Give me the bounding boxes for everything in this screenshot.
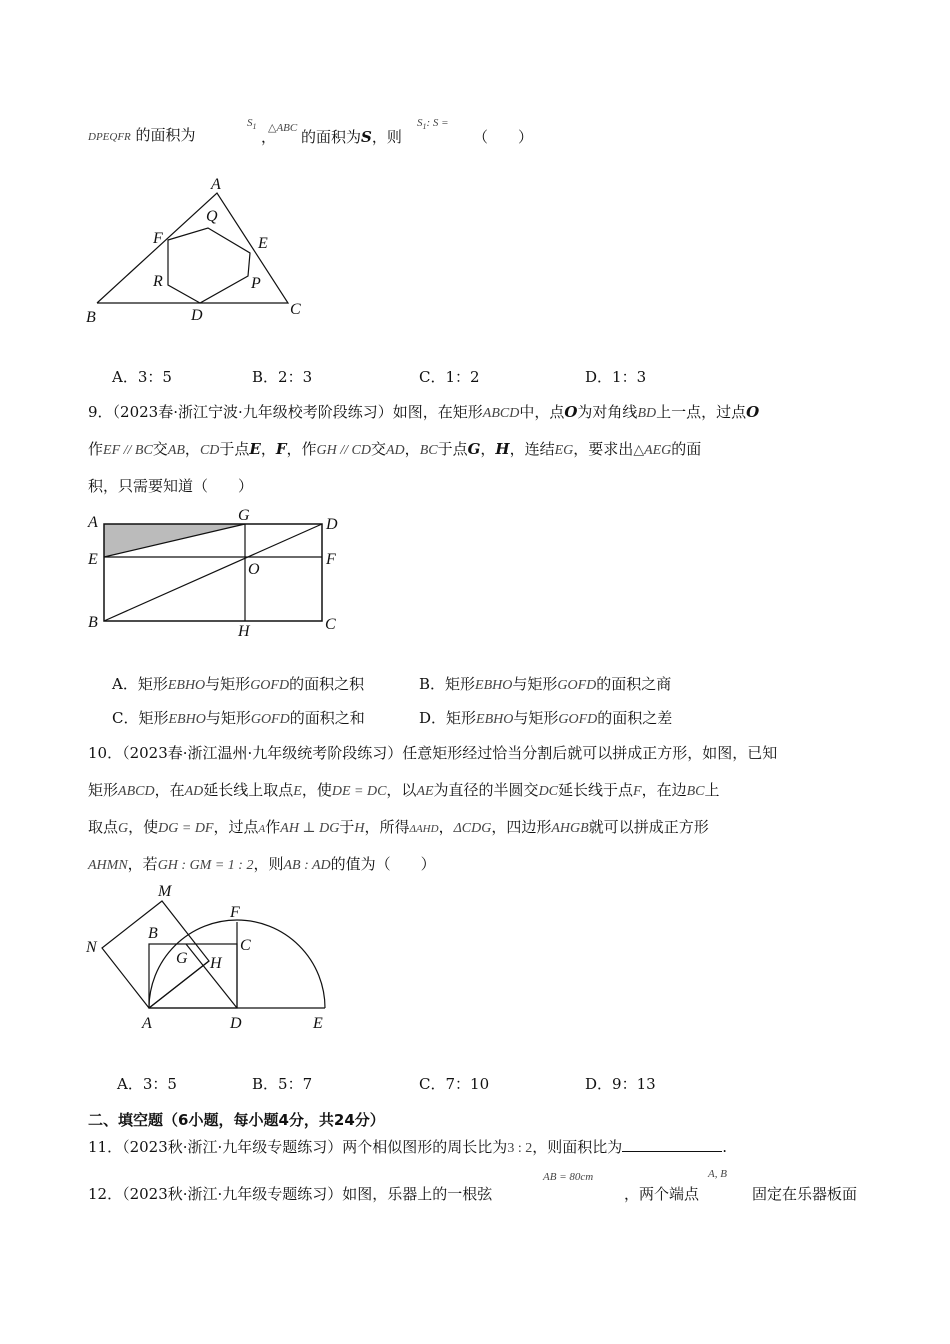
q9-option-a[interactable]: A．矩形EBHO与矩形GOFD的面积之积 <box>112 675 365 693</box>
q9-figure <box>82 505 352 640</box>
q8-label-B: B <box>86 309 96 326</box>
q12-math-ab: AB = 80cm <box>543 1171 594 1183</box>
q10-line2: 矩形ABCD，在AD延长线上取点E，使DE = DC，以AE为直径的半圆交DC延长线于点F，在边BC上 <box>88 781 720 799</box>
q10-line4: AHMN，若GH : GM = 1 : 2，则AB : AD的值为（ ） <box>88 855 436 873</box>
q10-figure <box>82 880 342 1040</box>
q10-option-a[interactable]: A．3：5 <box>117 1075 177 1093</box>
q8-label-E: E <box>258 235 268 252</box>
q8-math-hexagon: DPEQFR <box>88 131 131 143</box>
q10-label-F: F <box>230 904 240 921</box>
q10-label-C: C <box>240 937 251 954</box>
q8-paren: （ ） <box>473 128 534 146</box>
q12-math-endpoints: A, B <box>708 1168 727 1180</box>
q11-answer-blank[interactable] <box>622 1137 722 1152</box>
q8-label-A: A <box>211 176 221 193</box>
q9-label-C: C <box>325 616 336 633</box>
q9-line2: 作EF // BC交AB，CD于点E，F，作GH // CD交AD，BC于点G，H，连结EG，要求出△AEG的面 <box>88 440 702 458</box>
q9-label-D: D <box>326 516 338 533</box>
q8-math-triangle: △ABC <box>268 122 298 134</box>
q10-option-c[interactable]: C．7：10 <box>419 1075 490 1093</box>
q9-option-d[interactable]: D．矩形EBHO与矩形GOFD的面积之差 <box>419 709 673 727</box>
q8-comma: ， <box>261 128 277 146</box>
section2-heading: 二、填空题（6小题，每小题4分，共24分） <box>88 1111 385 1129</box>
q9-label-F: F <box>326 551 336 568</box>
q10-label-N: N <box>86 939 97 956</box>
q10-option-d[interactable]: D．9：13 <box>585 1075 656 1093</box>
q9-label-O: O <box>248 561 260 578</box>
q8-math-ratio: $S_1$: S = <box>417 117 449 132</box>
q10-label-H: H <box>210 955 222 972</box>
q10-label-D: D <box>230 1015 242 1032</box>
q8-text-area-of: 的面积为 <box>135 126 196 144</box>
q9-label-B: B <box>88 614 98 631</box>
q9-label-G: G <box>238 507 250 524</box>
q10-square-ahmn <box>102 901 209 1008</box>
q8-label-D: D <box>191 307 203 324</box>
q9-option-c[interactable]: C．矩形EBHO与矩形GOFD的面积之和 <box>112 709 365 727</box>
q10-option-b[interactable]: B．5：7 <box>252 1075 313 1093</box>
q9-option-b[interactable]: B．矩形EBHO与矩形GOFD的面积之商 <box>419 675 672 693</box>
q10-line1: 10．（2023春·浙江温州·九年级统考阶段练习）任意矩形经过恰当分割后就可以拼成正方形，如图，已知 <box>88 744 778 762</box>
q10-label-A: A <box>142 1015 152 1032</box>
q8-math-s1: $S_1$ <box>247 117 257 132</box>
q9-line1: 9．（2023春·浙江宁波·九年级校考阶段练习）如图，在矩形ABCD中，点O为对角线BD上一点，过点O <box>88 403 760 421</box>
q8-label-C: C <box>290 301 301 318</box>
q8-option-b[interactable]: B．2：3 <box>252 368 313 386</box>
q9-label-H: H <box>238 623 250 640</box>
q8-label-R: R <box>153 273 163 290</box>
q10-line3: 取点G，使DG = DF，过点A作AH ⊥ DG于H，所得ΔAHD，ΔCDG，四边形AHGB就可以拼成正方形 <box>88 818 709 836</box>
q11-line: 11．（2023秋·浙江·九年级专题练习）两个相似图形的周长比为3 : 2，则面积比为 . <box>88 1138 727 1156</box>
q8-hexagon-dpeqfr <box>168 228 250 303</box>
q12-text-b: ，两个端点 <box>624 1185 700 1203</box>
q9-line3: 积，只需要知道（ ） <box>88 477 254 495</box>
q8-text-area-of-2: 的面积为S，则 <box>301 128 402 146</box>
q8-label-F: F <box>153 230 163 247</box>
q10-line-dg <box>186 944 237 1008</box>
q12-text-a: 12．（2023秋·浙江·九年级专题练习）如图，乐器上的一根弦 <box>88 1185 493 1203</box>
q8-option-c[interactable]: C．1：2 <box>419 368 480 386</box>
q9-label-E: E <box>88 551 98 568</box>
q10-label-B: B <box>148 925 158 942</box>
q8-line1 <box>88 124 196 145</box>
q10-label-G: G <box>176 950 188 967</box>
q8-label-Q: Q <box>206 208 218 225</box>
q10-label-E: E <box>313 1015 323 1032</box>
q9-label-A: A <box>88 514 98 531</box>
q10-label-M: M <box>158 883 172 900</box>
q8-option-d[interactable]: D．1：3 <box>585 368 647 386</box>
q8-label-P: P <box>251 275 261 292</box>
q8-option-a[interactable]: A．3：5 <box>112 368 172 386</box>
q12-text-c: 固定在乐器板面 <box>752 1185 858 1203</box>
q8-figure <box>80 170 310 330</box>
